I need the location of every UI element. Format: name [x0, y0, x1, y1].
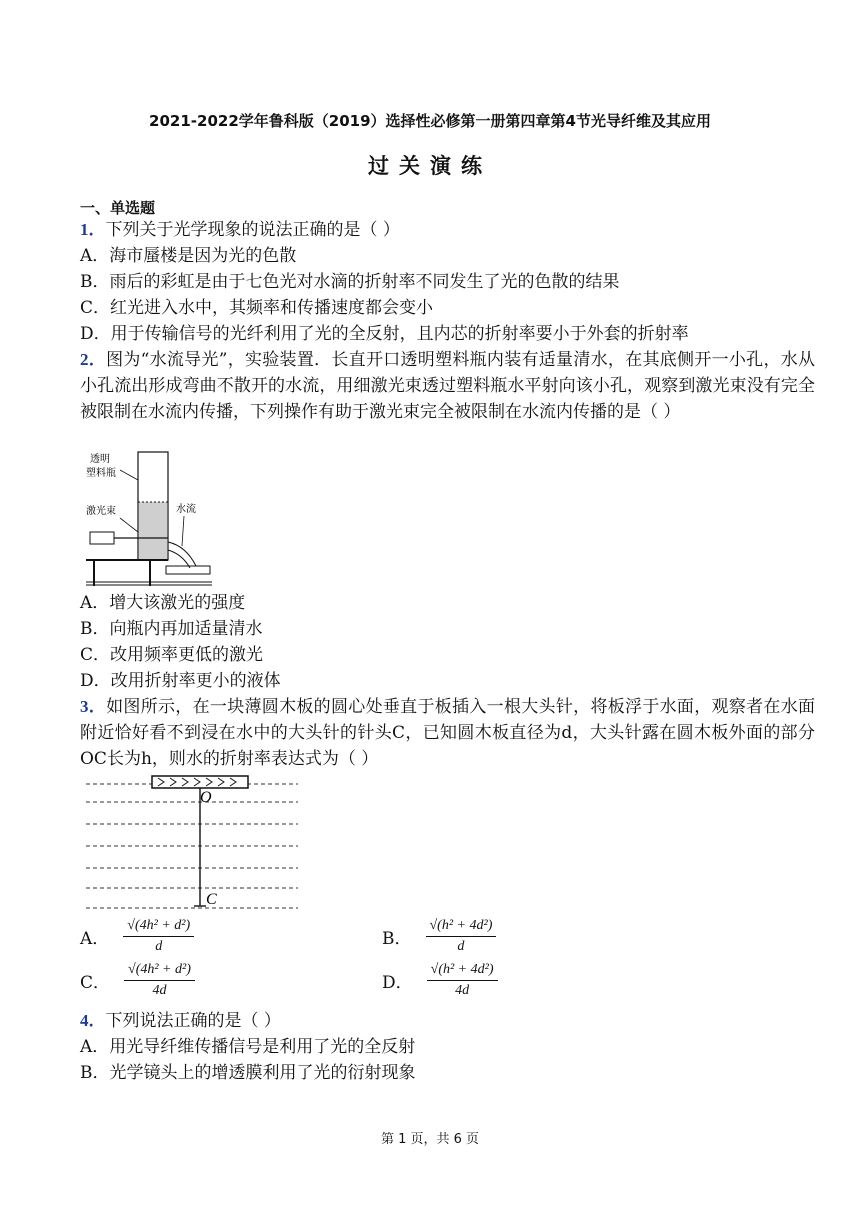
fraction-numerator: √(4h² + d²)	[123, 918, 194, 937]
option-fraction	[427, 962, 498, 999]
question-number: 3．	[80, 697, 107, 716]
question-number: 2．	[80, 350, 107, 369]
water-light-guide-figure	[86, 450, 216, 588]
pin-in-water-figure	[86, 772, 298, 914]
q2-option-d: D．改用折射率更小的液体	[80, 671, 281, 691]
option-fraction	[123, 918, 194, 955]
q4-option-b: B．光学镜头上的增透膜利用了光的衍射现象	[80, 1063, 416, 1083]
point-o-label: O	[200, 789, 212, 806]
question-number: 4．	[80, 1011, 106, 1030]
fraction-denominator: 4d	[152, 983, 167, 998]
question-stem: 图为“水流导光”，实验装置．长直开口透明塑料瓶内装有适量清水，在其底侧开一小孔，水从小孔流出形成弯曲不散开的水流，用细激光束透过塑料瓶水平射向该小孔，观察到激光束没有完全被限制在水流内传播，下列操作有助于激光束完全被限制在水流内传播的是（ ）	[80, 350, 816, 422]
q4-option-a: A．用光导纤维传播信号是利用了光的全反射	[80, 1037, 416, 1057]
figure-label: 水流	[176, 504, 196, 515]
option-label: C．	[80, 973, 111, 993]
q1-option-b: B．雨后的彩虹是由于七色光对水滴的折射率不同发生了光的色散的结果	[80, 272, 620, 292]
question-4	[80, 1008, 810, 1034]
q3-option-c	[80, 962, 195, 999]
question-1	[80, 217, 810, 243]
option-label: D．	[382, 973, 413, 993]
question-number: 1．	[80, 220, 106, 239]
q2-option-a: A．增大该激光的强度	[80, 593, 246, 613]
option-label: B．	[382, 929, 412, 949]
section-title: 一、单选题	[80, 199, 156, 217]
question-stem: 下列说法正确的是（ ）	[105, 1011, 281, 1031]
point-c-label: C	[206, 891, 217, 908]
figure-label: 透明	[90, 454, 110, 465]
page-footer: 第 1 页，共 6 页	[380, 1132, 480, 1147]
question-stem: 如图所示，在一块薄圆木板的圆心处垂直于板插入一根大头针，将板浮于水面，观察者在水面附近恰好看不到浸在水中的大头针的针头C，已知圆木板直径为d，大头针露在圆木板外面的部分OC长为h，则水的折射率表达式为（ ）	[80, 697, 816, 769]
fraction-denominator: d	[155, 939, 163, 954]
question-3	[80, 694, 815, 772]
q2-option-b: B．向瓶内再加适量清水	[80, 619, 263, 639]
question-2	[80, 347, 815, 425]
fraction-numerator: √(h² + 4d²)	[426, 918, 497, 937]
q1-option-c: C．红光进入水中，其频率和传播速度都会变小	[80, 298, 434, 318]
document-title: 2021-2022学年鲁科版（2019）选择性必修第一册第四章第4节光导纤维及其应用	[149, 112, 711, 130]
fraction-denominator: 4d	[455, 983, 470, 998]
option-fraction	[426, 918, 497, 955]
document-subtitle: 过关演练	[368, 154, 492, 178]
q1-option-d: D．用于传输信号的光纤利用了光的全反射，且内芯的折射率要小于外套的折射率	[80, 324, 689, 344]
fraction-numerator: √(4h² + d²)	[124, 962, 195, 981]
q3-option-b	[382, 918, 496, 955]
fraction-denominator: d	[457, 939, 465, 954]
q3-option-a	[80, 918, 194, 955]
q3-option-d	[382, 962, 498, 999]
question-stem: 下列关于光学现象的说法正确的是（ ）	[105, 220, 400, 240]
q1-option-a: A．海市蜃楼是因为光的色散	[80, 246, 297, 266]
fraction-numerator: √(h² + 4d²)	[427, 962, 498, 981]
figure-label: 激光束	[86, 506, 116, 517]
option-label: A．	[80, 929, 110, 949]
figure-label: 塑料瓶	[86, 468, 116, 479]
q2-option-c: C．改用频率更低的激光	[80, 645, 264, 665]
option-fraction	[124, 962, 195, 999]
